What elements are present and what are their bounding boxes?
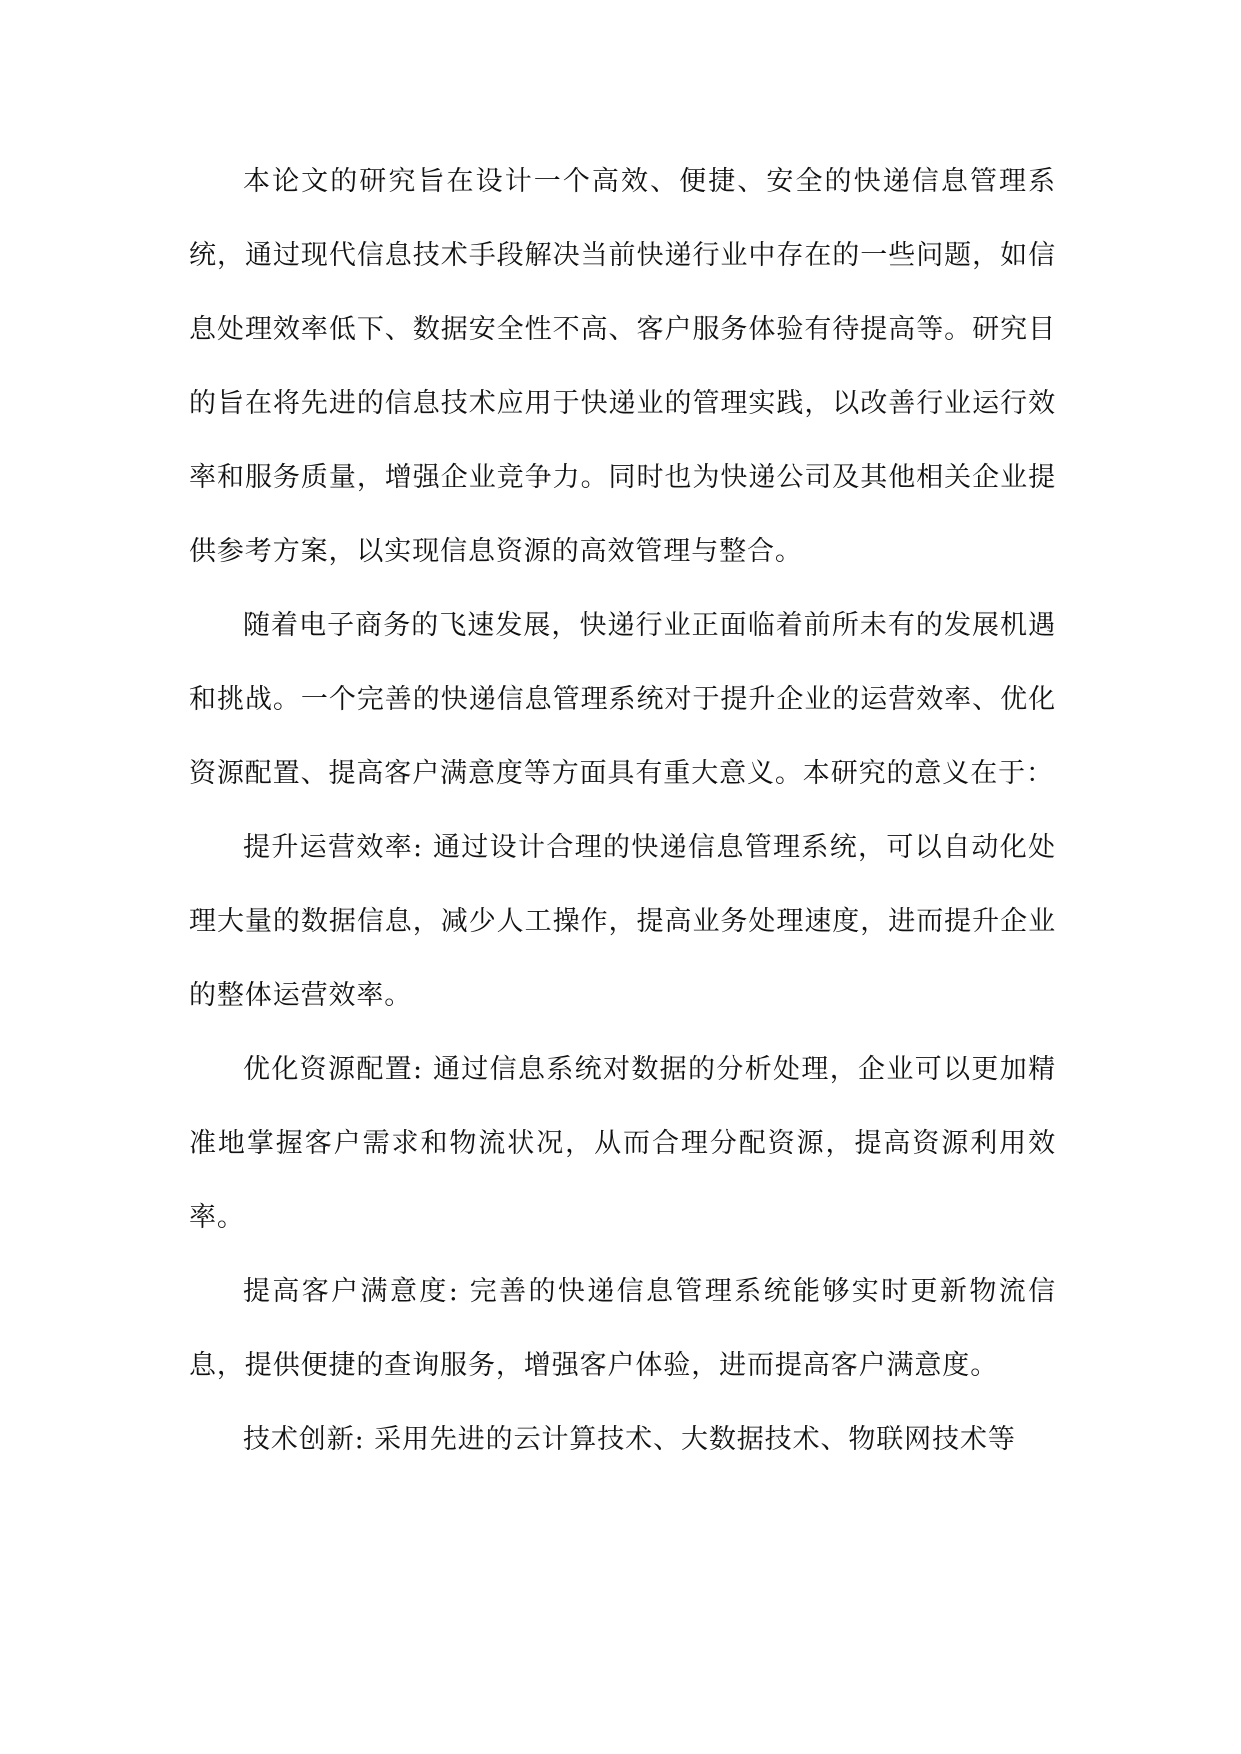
paragraph-technical-innovation: 技术创新: 采用先进的云计算技术、大数据技术、物联网技术等: [243, 1424, 1016, 1455]
paragraph-resource-allocation: 优化资源配置: 通过信息系统对数据的分析处理，企业可以更加精准地掌握客户需求和物流状况，从而合理分配资源，提高资源利用效率。: [189, 1054, 1056, 1233]
paragraph-significance-intro: 随着电子商务的飞速发展，快递行业正面临着前所未有的发展机遇和挑战。一个完善的快递信息管理系统对于提升企业的运营效率、优化资源配置、提高客户满意度等方面具有重大意义。本研究的意义在于：: [189, 610, 1056, 789]
document-body: [189, 145, 1056, 1477]
paragraph-operational-efficiency: 提升运营效率: 通过设计合理的快递信息管理系统，可以自动化处理大量的数据信息，减少人工操作，提高业务处理速度，进而提升企业的整体运营效率。: [189, 832, 1056, 1011]
paragraph-research-aim: 本论文的研究旨在设计一个高效、便捷、安全的快递信息管理系统，通过现代信息技术手段解决当前快递行业中存在的一些问题，如信息处理效率低下、数据安全性不高、客户服务体验有待提高等。研究目的旨在将先进的信息技术应用于快递业的管理实践，以改善行业运行效率和服务质量，增强企业竞争力。同时也为快递公司及其他相关企业提供参考方案，以实现信息资源的高效管理与整合。: [189, 166, 1056, 567]
paragraph-customer-satisfaction: 提高客户满意度: 完善的快递信息管理系统能够实时更新物流信息，提供便捷的查询服务，增强客户体验，进而提高客户满意度。: [189, 1276, 1056, 1381]
